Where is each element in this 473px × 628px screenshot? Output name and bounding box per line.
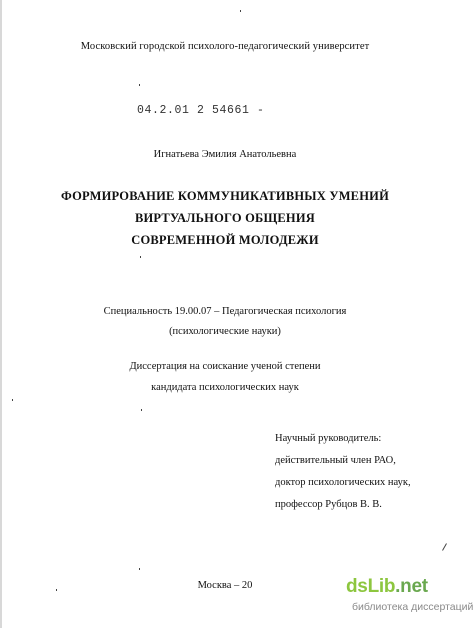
dissertation-line: Диссертация на соискание ученой степени xyxy=(129,361,321,372)
brand-part: Lib xyxy=(367,576,396,597)
dslib-brand xyxy=(346,576,428,598)
dslib-watermark-logo xyxy=(346,576,473,624)
city-year: Москва – 20 xyxy=(197,580,253,591)
scan-speck xyxy=(442,543,447,550)
scan-speck xyxy=(240,10,241,12)
registration-code: 04.2.01 2 54661 - xyxy=(137,104,265,117)
dslib-subtitle: библиотека диссертаций xyxy=(352,601,473,613)
specialty-field: (психологические науки) xyxy=(169,326,281,337)
brand-part: .net xyxy=(395,576,428,597)
specialty: Специальность 19.00.07 – Педагогическая психология xyxy=(103,306,347,317)
title-line: СОВРЕМЕННОЙ МОЛОДЕЖИ xyxy=(131,233,319,247)
author-name: Игнатьева Эмилия Анатольевна xyxy=(153,149,297,160)
title-line: ФОРМИРОВАНИЕ КОММУНИКАТИВНЫХ УМЕНИЙ xyxy=(60,189,389,203)
brand-part: ds xyxy=(346,576,368,597)
supervisor-line: доктор психологических наук, xyxy=(275,477,411,488)
scan-speck xyxy=(139,84,140,86)
dissertation-line: кандидата психологических наук xyxy=(151,382,299,393)
supervisor-line: действительный член РАО, xyxy=(275,455,396,466)
scan-speck xyxy=(12,399,13,401)
scan-speck xyxy=(140,256,141,258)
university-name: Московский городской психолого-педагогический университет xyxy=(80,41,370,52)
scan-speck xyxy=(141,409,142,411)
scan-speck xyxy=(139,568,140,570)
title-line: ВИРТУАЛЬНОГО ОБЩЕНИЯ xyxy=(134,211,316,225)
supervisor-line: Научный руководитель: xyxy=(275,433,382,444)
supervisor-line: профессор Рубцов В. В. xyxy=(275,499,382,510)
